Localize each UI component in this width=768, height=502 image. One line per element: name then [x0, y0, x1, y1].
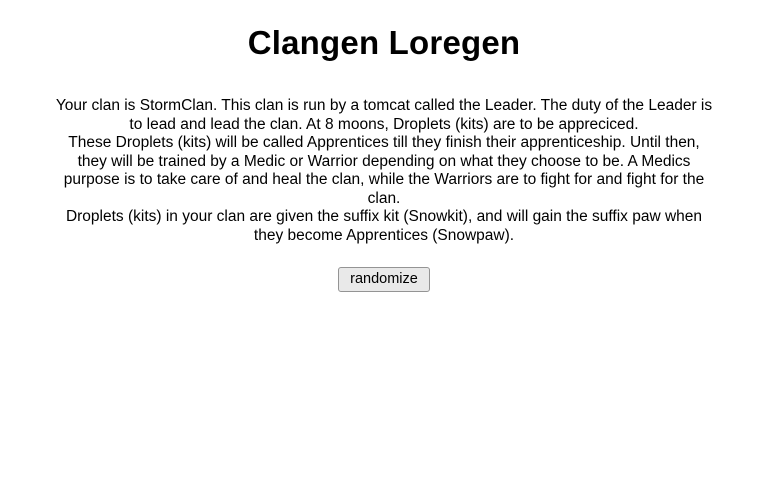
- lore-paragraph-1: Your clan is StormClan. This clan is run by a tomcat called the Leader. The duty of the Leader is to lead and lead the clan. At 8 moons, Droplets (kits) are to be appreciced.: [55, 97, 713, 133]
- lore-text-block: [52, 97, 716, 245]
- lore-paragraph-2: These Droplets (kits) will be called Apprentices till they finish their apprenticeship. Until then, they will be trained by a Medic or Warrior depending on what they choose to be. A Medics purpose is to take care of and heal the clan, while the Warriors are to fight for and fight for the clan.: [63, 134, 705, 207]
- lore-paragraph-3: Droplets (kits) in your clan are given the suffix kit (Snowkit), and will gain the suffix paw when they become Apprentices (Snowpaw).: [65, 208, 703, 244]
- button-row: [24, 267, 744, 292]
- page-title: Clangen Loregen: [247, 24, 521, 61]
- page-container: [0, 22, 768, 292]
- randomize-button[interactable]: randomize: [338, 267, 430, 292]
